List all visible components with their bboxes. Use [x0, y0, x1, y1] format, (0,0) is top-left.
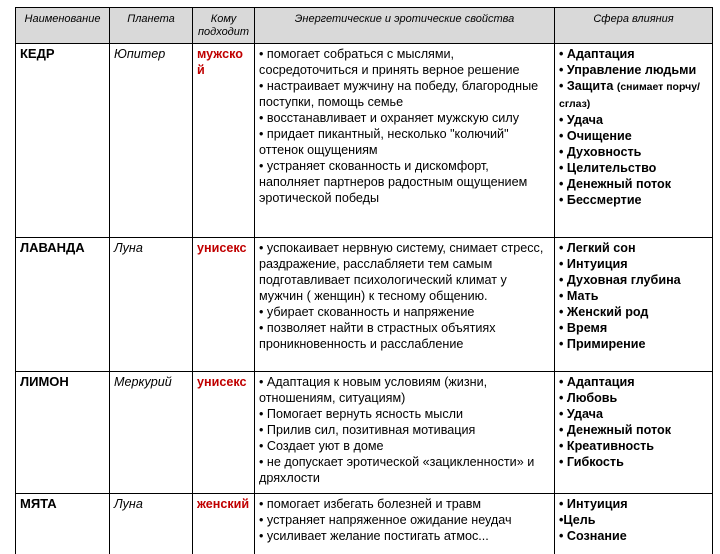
oil-fit: унисекс	[193, 238, 255, 372]
property-item: • помогает избегать болезней и травм	[259, 497, 481, 511]
sphere-item: • Духовность	[559, 145, 642, 159]
oil-name: ЛАВАНДА	[16, 238, 110, 372]
sphere-item: • Удача	[559, 407, 603, 421]
property-item: • убирает скованность и напряжение	[259, 305, 475, 319]
oil-fit: мужской	[193, 44, 255, 238]
property-item: • позволяет найти в страстных объятиях проникновенность и расслабление	[259, 321, 496, 351]
property-item: • Адаптация к новым условиям (жизни, отношениям, ситуациям)	[259, 375, 488, 405]
oil-sphere	[555, 494, 713, 554]
sphere-item: • Очищение	[559, 129, 632, 143]
oil-name: КЕДР	[16, 44, 110, 238]
property-item: • придает пикантный, несколько "колючий" оттенок ощущениям	[259, 127, 509, 157]
sphere-item: • Интуиция	[559, 257, 628, 271]
table-row	[16, 44, 713, 238]
oil-properties	[255, 238, 555, 372]
sphere-item: • Удача	[559, 113, 603, 127]
sphere-item: • Интуиция	[559, 497, 628, 511]
sphere-item: • Бессмертие	[559, 193, 642, 207]
sphere-item: • Примирение	[559, 337, 646, 351]
oil-properties	[255, 372, 555, 494]
property-item: • устраняет скованность и дискомфорт, наполняет партнеров радостным ощущением эротической победы	[259, 159, 528, 205]
property-item: • успокаивает нервную систему, снимает стресс, раздражение, расслабляети тем самым подготавливает психологический климат у мужчин ( женщин) к тесному общению.	[259, 241, 544, 303]
sphere-item: • Время	[559, 321, 608, 335]
sphere-note: (снимает порчу/сглаз)	[559, 81, 700, 110]
sphere-item: • Денежный поток	[559, 423, 671, 437]
sphere-item: • Мать	[559, 289, 599, 303]
header-row	[16, 8, 713, 44]
oil-planet: Меркурий	[110, 372, 193, 494]
sphere-item: • Духовная глубина	[559, 273, 681, 287]
property-item: • усиливает желание постигать атмос...	[259, 529, 489, 543]
table-row	[16, 238, 713, 372]
sphere-item: • Сознание	[559, 529, 627, 543]
oil-name: МЯТА	[16, 494, 110, 554]
property-item: • не допускает эротической «зацикленности» и дряхлости	[259, 455, 535, 485]
sphere-item: • Денежный поток	[559, 177, 671, 191]
property-item: • Создает уют в доме	[259, 439, 384, 453]
header-sphere: Сфера влияния	[555, 8, 713, 44]
sphere-item: • Легкий сон	[559, 241, 636, 255]
sphere-item: • Целительство	[559, 161, 657, 175]
header-planet: Планета	[110, 8, 193, 44]
sphere-item: • Адаптация	[559, 375, 635, 389]
sphere-label: • Защита	[559, 79, 614, 93]
sphere-item: • Женский род	[559, 305, 649, 319]
property-item: • восстанавливает и охраняет мужскую силу	[259, 111, 519, 125]
header-name: Наименование	[16, 8, 110, 44]
property-item: • Помогает вернуть ясность мысли	[259, 407, 464, 421]
oil-planet: Луна	[110, 238, 193, 372]
oil-planet: Юпитер	[110, 44, 193, 238]
sphere-item: • Адаптация	[559, 47, 635, 61]
property-item: • устраняет напряженное ожидание неудач	[259, 513, 512, 527]
sphere-item: • Управление людьми	[559, 63, 697, 77]
oil-planet: Луна	[110, 494, 193, 554]
oil-name: ЛИМОН	[16, 372, 110, 494]
property-item: • настраивает мужчину на победу, благородные поступки, помощь семье	[259, 79, 539, 109]
sphere-item: • Любовь	[559, 391, 618, 405]
sphere-item: • Креативность	[559, 439, 654, 453]
oil-fit: унисекс	[193, 372, 255, 494]
table-row	[16, 494, 713, 554]
oil-sphere	[555, 238, 713, 372]
property-item: • помогает собраться с мыслями, сосредоточиться и принять верное решение	[259, 47, 520, 77]
aroma-table	[15, 7, 713, 554]
oil-sphere	[555, 372, 713, 494]
oil-fit: женский	[193, 494, 255, 554]
sphere-item: •Цель	[559, 513, 596, 527]
sphere-item: • Гибкость	[559, 455, 624, 469]
property-item: • Прилив сил, позитивная мотивация	[259, 423, 476, 437]
oil-sphere	[555, 44, 713, 238]
sphere-item	[559, 78, 708, 112]
header-fit: Кому подходит	[193, 8, 255, 44]
oil-properties	[255, 44, 555, 238]
header-properties: Энергетические и эротические свойства	[255, 8, 555, 44]
oil-properties	[255, 494, 555, 554]
table-row	[16, 372, 713, 494]
